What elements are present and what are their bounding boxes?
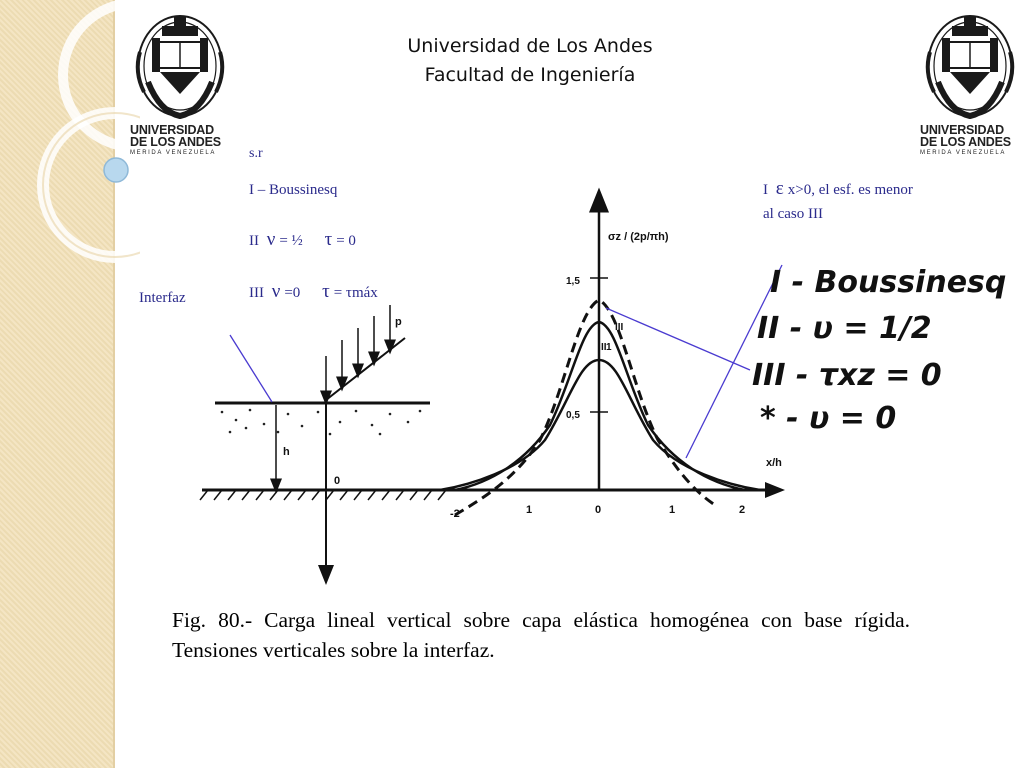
- curve-label-II: II: [601, 342, 607, 353]
- side-note-prefix: I: [763, 182, 768, 198]
- tau-symbol: τ: [324, 229, 333, 250]
- handwritten-line-3: III - τxz = 0: [752, 358, 942, 393]
- legend-sr: s.r: [249, 146, 263, 161]
- logo-name-line2: DE LOS ANDES: [130, 135, 221, 149]
- y-axis-title: σz / (2p/πh): [608, 231, 669, 243]
- tau-symbol: τ: [322, 281, 330, 302]
- logo-name-line1: UNIVERSIDAD: [130, 123, 214, 137]
- origin-label: 0: [334, 475, 341, 487]
- load-line: [326, 338, 405, 400]
- logo-city: MERIDA VENEZUELA: [920, 150, 1006, 156]
- depth-label: h: [283, 446, 290, 458]
- interfaz-pointer-line: [230, 335, 272, 402]
- legend-item-1: I – Boussinesq: [249, 182, 338, 198]
- legend-item-2-label: II: [249, 233, 259, 249]
- nu-symbol: ν: [271, 281, 281, 302]
- figure-caption: Fig. 80.- Carga lineal vertical sobre capa elástica homogénea con base rígida. Tensiones verticales sobre la interfaz.: [172, 608, 910, 662]
- handwritten-line-4: * - υ = 0: [760, 401, 897, 436]
- x-axis-title: x/h: [766, 457, 782, 469]
- side-note-line2: al caso III: [763, 206, 823, 222]
- y-tick-label: 1: [606, 342, 612, 353]
- handwritten-line-1: I - Boussinesq: [770, 265, 1007, 300]
- handwritten-notes: [752, 265, 1006, 436]
- logo-name-line2: DE LOS ANDES: [920, 135, 1011, 149]
- x-tick-label: 1: [526, 504, 533, 516]
- side-note-text: x>0, el esf. es menor: [787, 182, 913, 198]
- soil-texture: [221, 409, 422, 436]
- legend-item-3-tau: = τmáx: [333, 285, 378, 301]
- x-tick-label: -2: [450, 508, 460, 520]
- university-title: Universidad de Los Andes: [407, 35, 653, 57]
- curve-III-dashed: [455, 300, 715, 515]
- y-tick-label: 0,5: [566, 410, 580, 421]
- nu-symbol: ν: [266, 229, 276, 250]
- curve-label-III: III: [615, 322, 624, 333]
- legend-item-3-label: III: [249, 285, 264, 301]
- x-tick-label: 2: [739, 504, 746, 516]
- interfaz-label: Interfaz: [139, 290, 186, 306]
- logo-city: MERIDA VENEZUELA: [130, 150, 216, 156]
- epsilon-symbol: ε: [775, 178, 784, 199]
- x-tick-label: 0: [595, 504, 602, 516]
- x-tick-label: 1: [669, 504, 676, 516]
- logo-name-line1: UNIVERSIDAD: [920, 123, 1004, 137]
- legend-item-3-nu: =0: [284, 285, 301, 301]
- handwritten-line-2: II - υ = 1/2: [757, 311, 932, 346]
- load-label: p: [395, 316, 402, 328]
- faculty-title: Facultad de Ingeniería: [424, 64, 636, 86]
- legend-item-2-nu: = ½: [279, 233, 303, 249]
- legend-item-2-tau: = 0: [336, 233, 356, 249]
- y-tick-label: 1,5: [566, 276, 580, 287]
